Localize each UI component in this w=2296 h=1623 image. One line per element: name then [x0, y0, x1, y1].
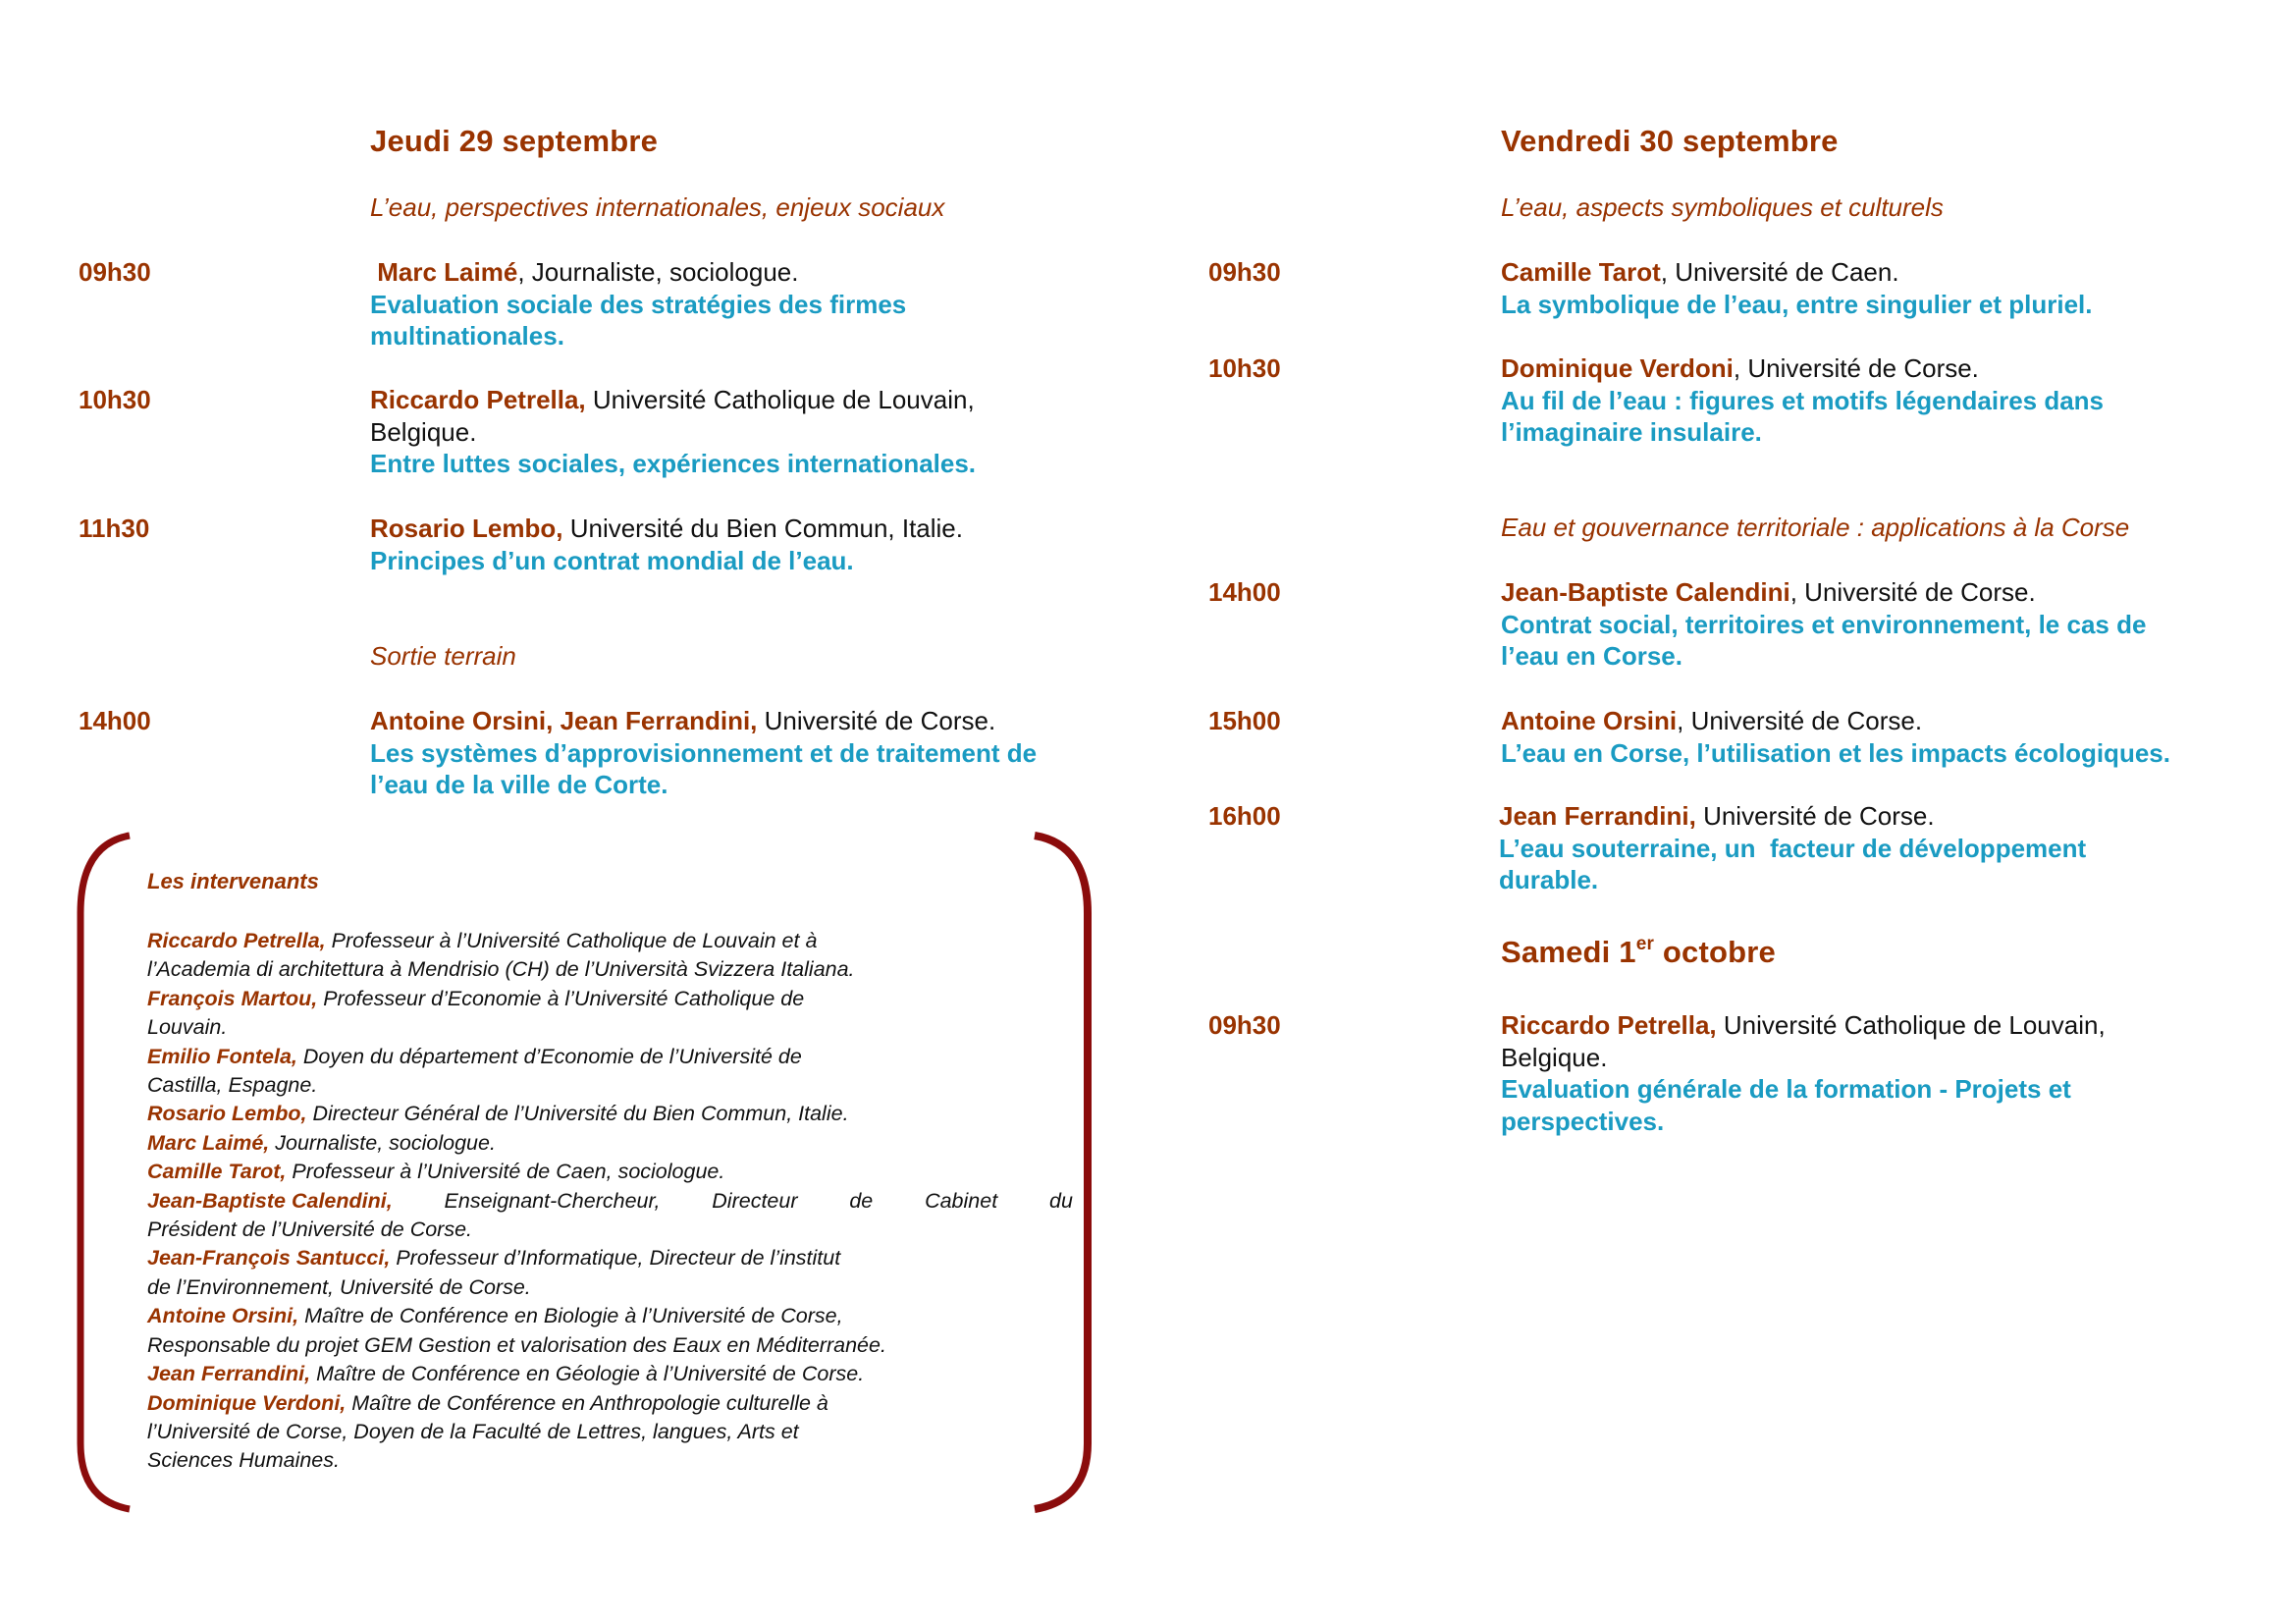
speaker-bio-line — [147, 1100, 1073, 1128]
speaker-bio-line — [147, 1071, 1073, 1100]
speaker-bio-text: l’Université de Corse, Doyen de la Faculté de Lettres, langues, Arts et — [147, 1419, 799, 1443]
speaker-name: Dominique Verdoni — [1501, 353, 1734, 383]
speaker-bio-text: Maître de Conférence en Géologie à l’Université de Corse. — [310, 1362, 865, 1386]
speaker-bio-line — [147, 1418, 1073, 1446]
speaker-line — [1501, 352, 2104, 385]
speaker-affiliation: Université du Bien Commun, Italie. — [562, 514, 963, 543]
speaker-name: Antoine Orsini — [1501, 706, 1678, 735]
day-title-main: Samedi 1 — [1501, 935, 1636, 969]
talk-title-line: Contrat social, territoires et environnement, le cas de — [1501, 609, 2147, 639]
speaker-bio-word: Enseignant-Chercheur, — [444, 1188, 661, 1213]
section-theme: L’eau, perspectives internationales, enjeux sociaux — [370, 192, 945, 222]
speaker-bio-text: Maître de Conférence en Biologie à l’Université de Corse, — [298, 1304, 843, 1328]
session-time: 09h30 — [1208, 257, 1281, 287]
speaker-bio-word: Cabinet — [925, 1188, 998, 1213]
session-time: 10h30 — [79, 385, 151, 414]
session-time: 11h30 — [79, 514, 150, 543]
day-title-rest: octobre — [1654, 935, 1776, 969]
left-bracket — [80, 836, 130, 1509]
day-title-vendredi: Vendredi 30 septembre — [1501, 124, 1839, 158]
speaker-bio-name: Antoine Orsini, — [147, 1304, 299, 1328]
speaker-affiliation: Belgique. — [370, 416, 477, 447]
speaker-name: Jean-Baptiste Calendini — [1501, 577, 1790, 607]
speaker-affiliation: , Université de Caen. — [1660, 257, 1899, 287]
speaker-name: Camille Tarot — [1501, 257, 1661, 287]
session-entry — [1499, 800, 2086, 896]
speaker-bio-text: Professeur d’Informatique, Directeur de l’institut — [390, 1246, 841, 1271]
speaker-bio-word: de — [849, 1188, 874, 1213]
speaker-name: Marc Laimé — [377, 257, 518, 287]
session-time: 09h30 — [79, 257, 151, 287]
speaker-bio-line — [147, 1129, 1073, 1158]
speaker-bio-line — [147, 1244, 1073, 1272]
speaker-bio-text: l’Academia di architettura à Mendrisio (CH) de l’Università Svizzera Italiana. — [147, 957, 855, 982]
speaker-bio-text: Professeur à l’Université Catholique de Louvain et à — [325, 929, 818, 952]
talk-title-line: L’eau souterraine, un facteur de développement — [1499, 833, 2087, 863]
session-entry — [1501, 256, 2092, 320]
speaker-name: Riccardo Petrella, — [370, 385, 586, 414]
day-title-samedi — [1501, 935, 1776, 970]
speaker-line — [1501, 705, 2170, 737]
speaker-bio-line — [147, 1216, 1073, 1244]
session-time: 16h00 — [1208, 801, 1281, 831]
talk-title-line: Les systèmes d’approvisionnement et de traitement de — [370, 737, 1038, 768]
speaker-bio-line — [147, 985, 1073, 1013]
speaker-bio-name: Camille Tarot, — [147, 1160, 287, 1184]
speaker-bio-text: Sciences Humaines. — [147, 1448, 340, 1473]
talk-title-line: l’imaginaire insulaire. — [1501, 417, 1762, 448]
session-time: 10h30 — [1208, 353, 1281, 383]
speaker-affiliation: Université de Corse. — [757, 706, 996, 735]
section-theme: Eau et gouvernance territoriale : applications à la Corse — [1501, 513, 2130, 542]
speaker-bio-text: Doyen du département d’Economie de l’Université de — [296, 1044, 802, 1068]
speaker-affiliation: , Université de Corse. — [1733, 353, 1979, 383]
speaker-bio-name: Jean-Baptiste Calendini, — [147, 1188, 393, 1213]
speaker-bio-line — [147, 1331, 1073, 1360]
speaker-affiliation: Université de Corse. — [1695, 801, 1935, 831]
speaker-bio-name: Emilio Fontela, — [147, 1044, 297, 1068]
speaker-bio-name: Rosario Lembo, — [147, 1102, 307, 1126]
speaker-bio-line — [147, 1187, 1073, 1216]
speaker-bio-name: Jean Ferrandini, — [147, 1362, 311, 1386]
speaker-name: Jean Ferrandini, — [1499, 801, 1696, 831]
session-time: 14h00 — [1208, 577, 1281, 607]
speaker-bio-name: Riccardo Petrella, — [147, 929, 326, 952]
speaker-bio-word: du — [1049, 1188, 1073, 1213]
speaker-line — [1501, 256, 2092, 289]
speaker-bio-line — [147, 1158, 1073, 1186]
speaker-bio-name: François Martou, — [147, 986, 318, 1010]
speaker-affiliation: , Université de Corse. — [1677, 706, 1923, 735]
speaker-bio-text: Directeur Général de l’Université du Bien Commun, Italie. — [306, 1102, 849, 1126]
speaker-affiliation: , Journaliste, sociologue. — [517, 257, 799, 287]
speaker-bio-name: Dominique Verdoni, — [147, 1390, 347, 1415]
talk-title-line: L’eau en Corse, l’utilisation et les impacts écologiques. — [1501, 737, 2170, 768]
speaker-bio-line — [147, 1043, 1073, 1071]
speaker-bio-line — [147, 927, 1073, 955]
session-entry — [1501, 352, 2104, 449]
session-entry — [1501, 576, 2146, 673]
speaker-affiliation: Université Catholique de Louvain, — [1716, 1010, 2106, 1040]
talk-title-line: l’eau en Corse. — [1501, 641, 1682, 672]
session-time: 09h30 — [1208, 1010, 1281, 1040]
day-title-jeudi: Jeudi 29 septembre — [370, 124, 659, 158]
speaker-bio-text: de l’Environnement, Université de Corse. — [147, 1274, 531, 1299]
speaker-line — [1501, 576, 2146, 609]
speaker-bio-text: Louvain. — [147, 1015, 228, 1040]
talk-title-line: Evaluation générale de la formation - Projets et — [1501, 1074, 2071, 1105]
speaker-bio-line — [147, 1389, 1073, 1418]
speaker-bio-word: Directeur — [712, 1188, 798, 1213]
speaker-name: Antoine Orsini, Jean Ferrandini, — [370, 706, 758, 735]
talk-title-line: Au fil de l’eau : figures et motifs légendaires dans — [1501, 385, 2105, 415]
speaker-bio-line — [147, 1446, 1073, 1475]
speaker-bio-name: Jean-François Santucci, — [147, 1246, 391, 1271]
speaker-affiliation: , Université de Corse. — [1789, 577, 2036, 607]
speaker-bio-text: Castilla, Espagne. — [147, 1073, 318, 1098]
speaker-bio-name: Marc Laimé, — [147, 1130, 270, 1155]
speaker-line — [1499, 800, 2086, 833]
session-time: 14h00 — [79, 706, 151, 735]
speaker-bio-text: Président de l’Université de Corse. — [147, 1217, 473, 1242]
session-entry — [1501, 705, 2170, 769]
day-title-ordinal: er — [1635, 933, 1655, 954]
talk-title-line: Principes d’un contrat mondial de l’eau. — [370, 545, 854, 575]
speaker-bio-line — [147, 1302, 1073, 1330]
talk-title-line: Entre luttes sociales, expériences internationales. — [370, 449, 977, 479]
speaker-bio-text: Maître de Conférence en Anthropologie culturelle à — [346, 1390, 828, 1415]
talk-title-line: durable. — [1499, 865, 1599, 895]
speaker-bio-line — [147, 1360, 1073, 1388]
speaker-bio-line — [147, 955, 1073, 984]
speaker-affiliation: Université Catholique de Louvain, — [585, 385, 975, 414]
speaker-line — [1501, 1009, 2106, 1042]
speaker-bio-line — [147, 1013, 1073, 1042]
speaker-affiliation: Belgique. — [1501, 1042, 1608, 1072]
speaker-bio-line — [147, 1273, 1073, 1302]
talk-title-line: Evaluation sociale des stratégies des firmes — [370, 289, 907, 319]
talk-title-line: La symbolique de l’eau, entre singulier et pluriel. — [1501, 289, 2093, 319]
section-theme: L’eau, aspects symboliques et culturels — [1501, 192, 1944, 222]
speaker-name: Riccardo Petrella, — [1501, 1010, 1717, 1040]
speaker-bio-text: Responsable du projet GEM Gestion et valorisation des Eaux en Méditerranée. — [147, 1332, 886, 1357]
speaker-name: Rosario Lembo, — [370, 514, 563, 543]
talk-title-line: multinationales. — [370, 321, 564, 352]
speaker-bio-text: Journaliste, sociologue. — [269, 1130, 496, 1155]
speakers-list — [147, 927, 1073, 1476]
talk-title-line: perspectives. — [1501, 1107, 1665, 1137]
session-time: 15h00 — [1208, 706, 1281, 735]
talk-title-line: l’eau de la ville de Corte. — [370, 770, 668, 800]
session-entry — [1501, 1009, 2106, 1138]
speaker-bio-text: Professeur d’Economie à l’Université Catholique de — [317, 986, 805, 1010]
section-theme: Sortie terrain — [370, 641, 516, 671]
speakers-box-title: Les intervenants — [147, 869, 319, 893]
speaker-bio-text: Professeur à l’Université de Caen, sociologue. — [286, 1160, 725, 1184]
